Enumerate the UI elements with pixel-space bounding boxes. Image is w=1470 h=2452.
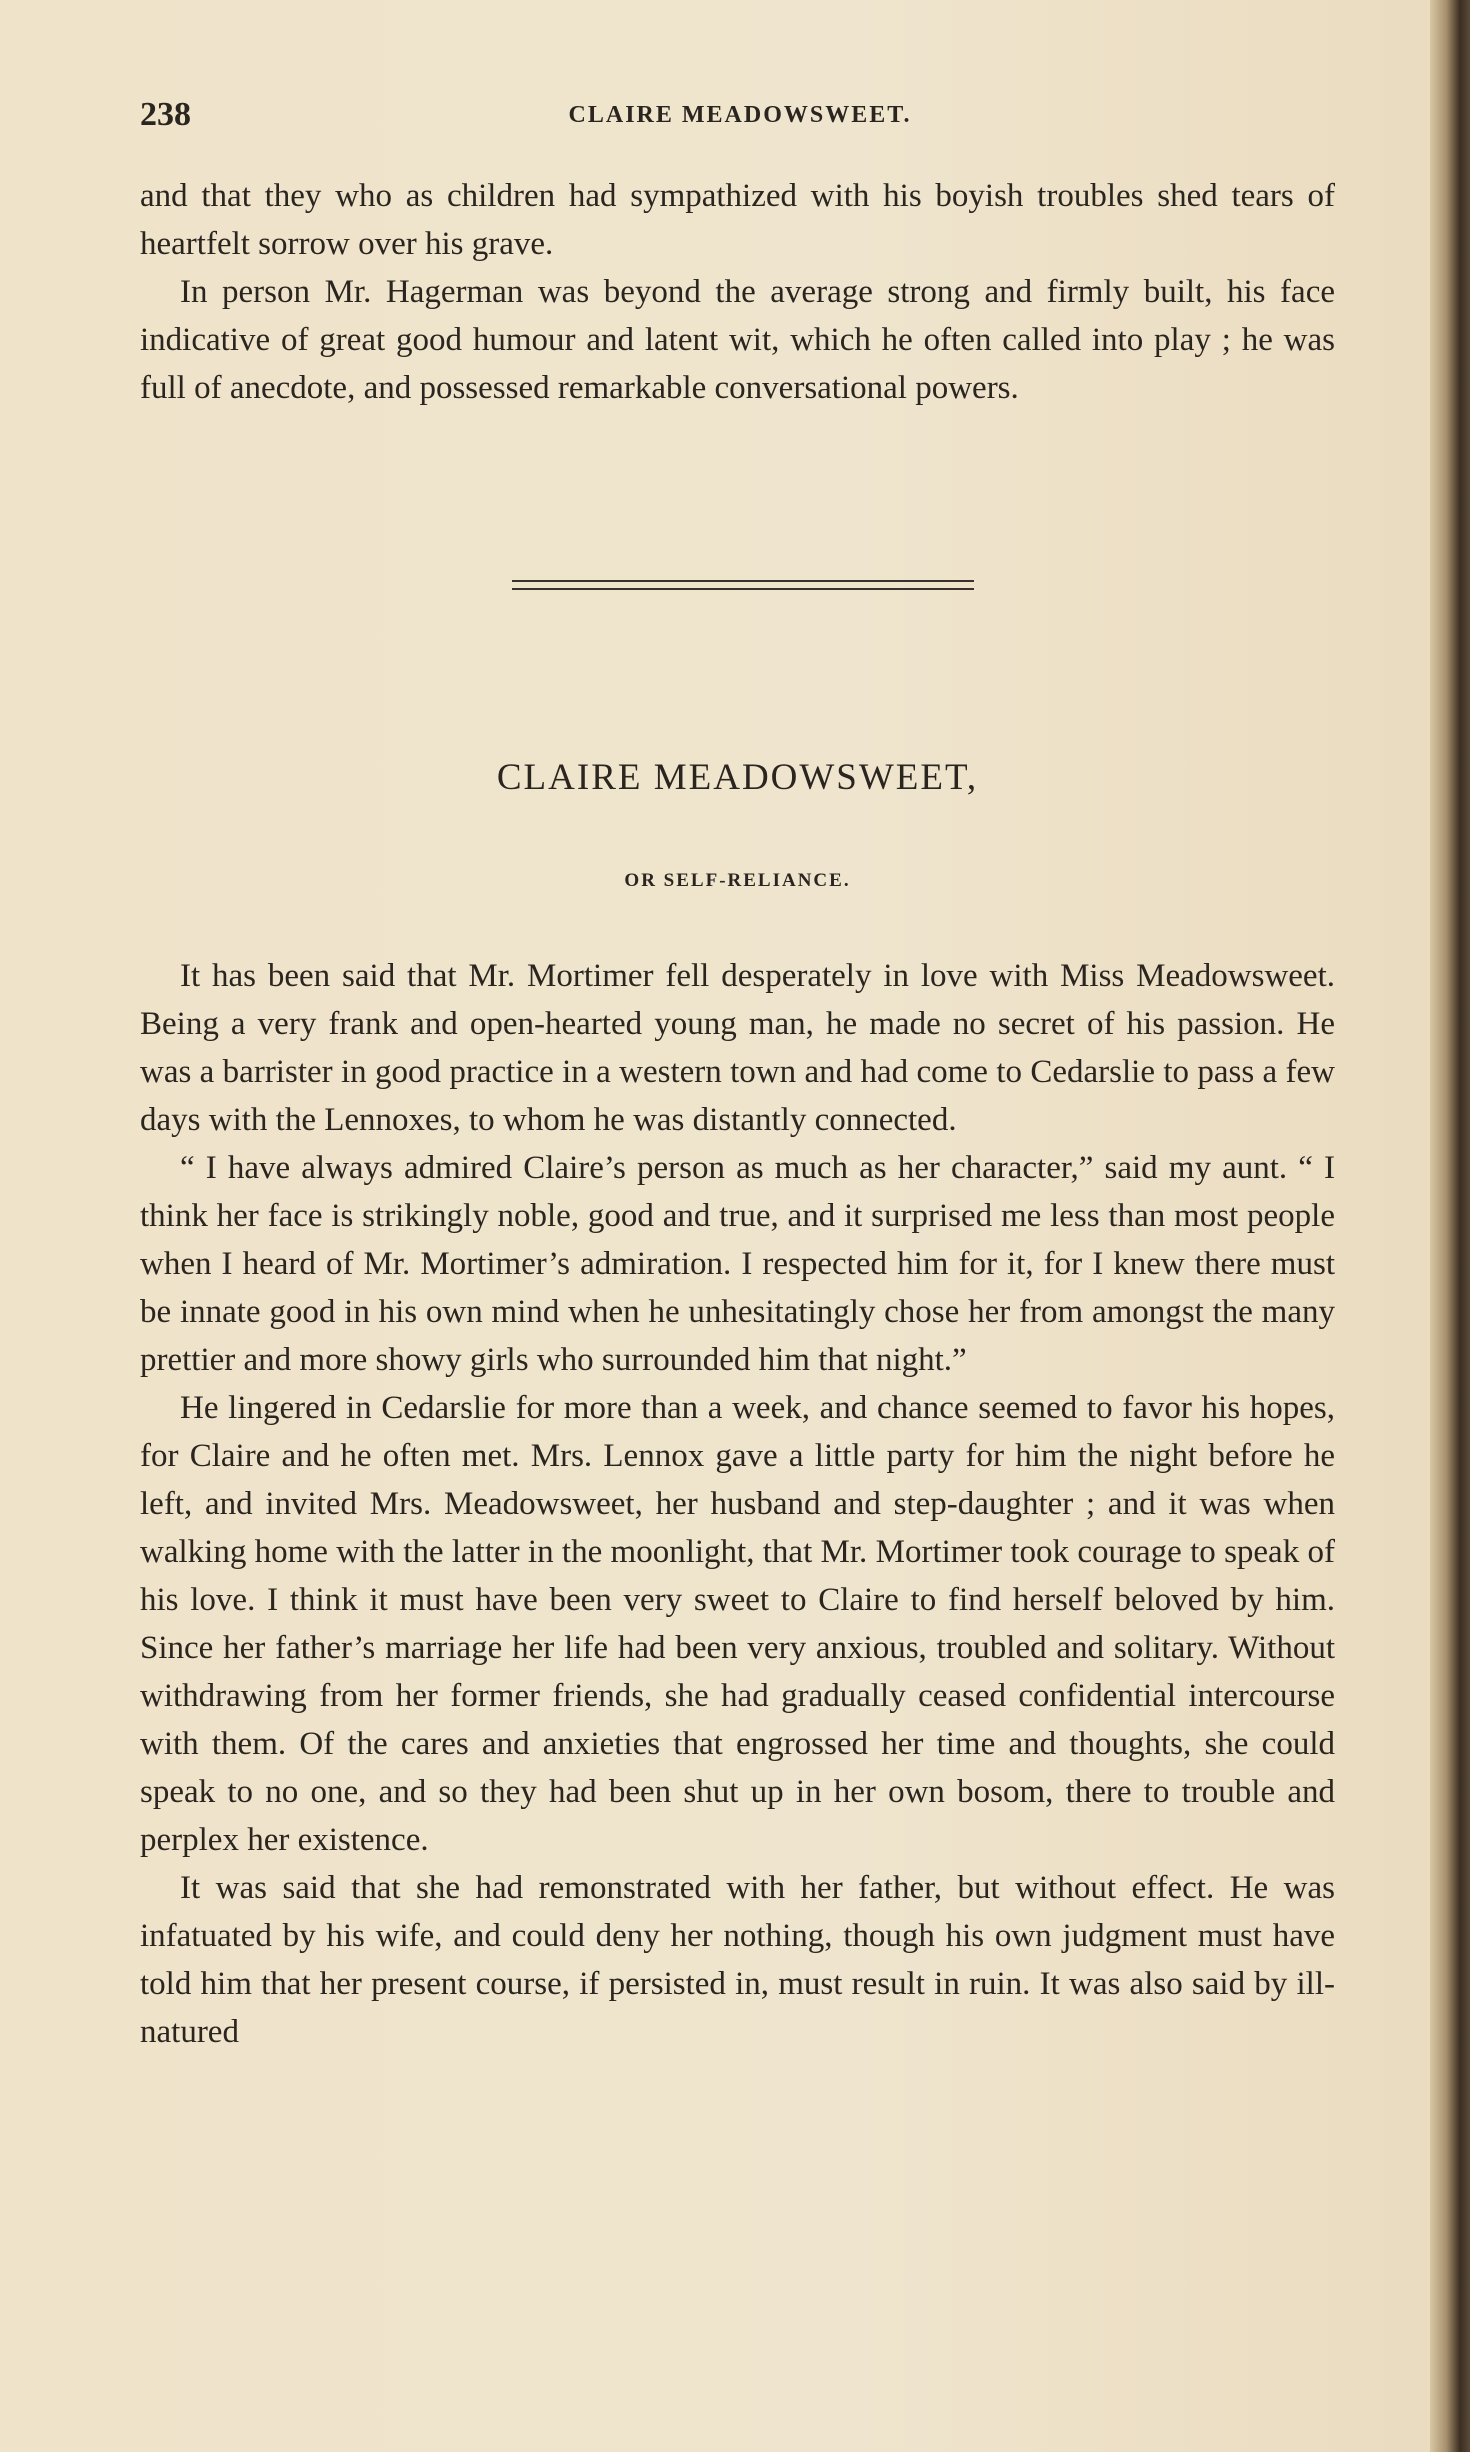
page-header bbox=[140, 96, 1340, 136]
paragraph: In person Mr. Hagerman was beyond the average strong and firmly built, his face indicative of great good humour and latent wit, which he often called into play ; he was full of anecdote, and possessed remarkable conversational powers. bbox=[140, 274, 1335, 406]
paragraph: He lingered in Cedarslie for more than a week, and chance seemed to favor his hopes, for Claire and he often met. Mrs. Lennox gave a little party for him the night before he left, and invited Mrs. Meadowsweet, her husband and step-daughter ; and it was when walking home with the latter in the moonlight, that Mr. Mortimer took courage to speak of his love. I think it must have been very sweet to Claire to find herself beloved by him. Since her father’s marriage her life had been very anxious, troubled and solitary. Without withdrawing from her former friends, she had gradually ceased confidential intercourse with them. Of the cares and anxieties that engrossed her time and thoughts, she could speak to no one, and so they had been shut up in her own bosom, there to trouble and perplex her existence. bbox=[140, 1390, 1335, 1858]
page-number: 238 bbox=[140, 96, 191, 133]
paragraph: It was said that she had remonstrated with her father, but without effect. He was infatuated by his wife, and could deny her nothing, though his own judgment must have told him that her present course, if persisted in, must result in ruin. It was also said by ill-natured bbox=[140, 1870, 1335, 2050]
running-title: CLAIRE MEADOWSWEET. bbox=[568, 102, 912, 128]
paragraph: and that they who as children had sympathized with his boyish troubles shed tears of heartfelt sorrow over his grave. bbox=[140, 178, 1335, 262]
book-spine bbox=[1430, 0, 1470, 2452]
section-divider bbox=[512, 580, 974, 590]
paragraph: It has been said that Mr. Mortimer fell desperately in love with Miss Meadowsweet. Being a very frank and open-hearted young man, he made no secret of his passion. He was a barrister in good practice in a western town and had come to Cedarslie to pass a few days with the Lennoxes, to whom he was distantly connected. bbox=[140, 958, 1335, 1138]
chapter-body bbox=[140, 952, 1335, 2056]
paragraph: “ I have always admired Claire’s person as much as her character,” said my aunt. “ I think her face is strikingly noble, good and true, and it surprised me less than most people when I heard of Mr. Mortimer’s admiration. I respected him for it, for I knew there must be innate good in his own mind when he unhesitatingly chose her from amongst the many prettier and more showy girls who surrounded him that night.” bbox=[140, 1150, 1335, 1378]
chapter-title: CLAIRE MEADOWSWEET, bbox=[496, 757, 979, 798]
chapter-subtitle: OR SELF-RELIANCE. bbox=[624, 870, 851, 891]
continued-text bbox=[140, 172, 1335, 412]
